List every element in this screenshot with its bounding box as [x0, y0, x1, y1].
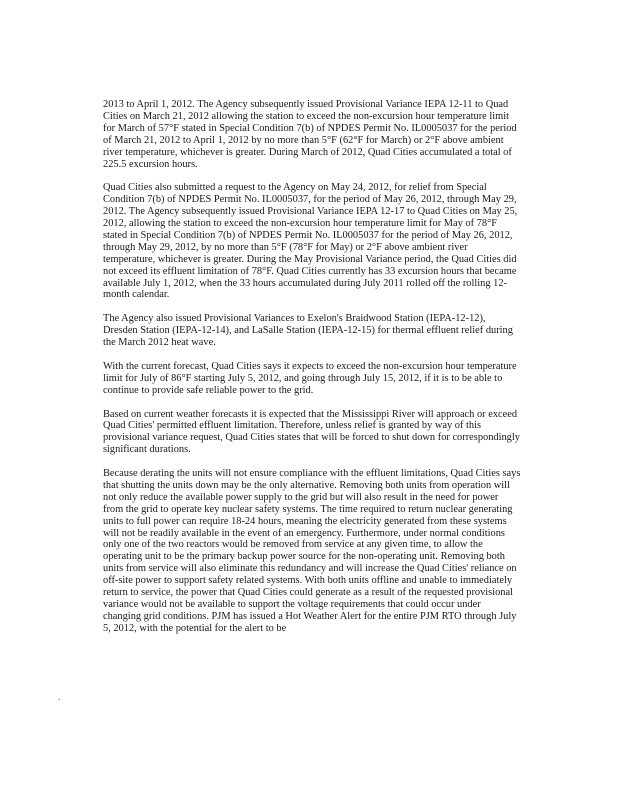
paragraph-variance-may: Quad Cities also submitted a request to the Agency on May 24, 2012, for relief from Special Condition 7(b) of NPDES Permit No. IL0005037, for the period of May 26, 2012, through May 29, 2012. The Agency subsequently issued Provisional Variance IEPA 12-17 to Quad Cities on May 25, 2012, allowing the station to exceed the non-excursion hour temperature limit for May of 78°F stated in Special Condition 7(b) of NPDES Permit No. IL0005037 for the period of May 26, 2012, through May 29, 2012, by no more than 5°F (78°F for May) or 2°F above ambient river temperature, whichever is greater. During the May Provisional Variance period, the Quad Cities did not exceed its effluent limitation of 78°F. Quad Cities currently has 33 excursion hours that became available July 1, 2012, when the 33 hours accumulated during July 2011 rolled off the rolling 12-month calendar. — [103, 182, 518, 301]
paragraph-variance-march: 2013 to April 1, 2012. The Agency subsequently issued Provisional Variance IEPA 12-11 to Quad Cities on March 21, 2012 allowing the station to exceed the non-excursion hour temperature limit for March of 57°F stated in Special Condition 7(b) of NPDES Permit No. IL0005037 for the period of March 21, 2012 to April 1, 2012 by no more than 5°F (62°F for March) or 2°F above ambient river temperature, whichever is greater. During March of 2012, Quad Cities accumulated a total of 225.5 excursion hours. — [103, 99, 517, 170]
document-body — [103, 99, 521, 647]
paragraph-derating: Because derating the units will not ensure compliance with the effluent limitations, Quad Cities says that shutting the units down may be the only alternative. Removing both units from operation will not only reduce the available power supply to the grid but will also result in the need for power from the grid to operate key nuclear safety systems. The time required to return nuclear generating units to full power can require 18-24 hours, meaning the electricity generated from these systems will not be readily available in the event of an emergency. Furthermore, under normal conditions only one of the two reactors would be removed from service at any given time, to allow the operating unit to be the primary backup power source for the non-operating unit. Removing both units from service will also eliminate this redundancy and will increase the Quad Cities' reliance on off-site power to support safety related systems. With both units offline and unable to immediately return to service, the power that Quad Cities could generate as a result of the requested provisional variance would not be available to support the voltage requirements that could occur under changing grid conditions. PJM has issued a Hot Weather Alert for the entire PJM RTO through July 5, 2012, with the potential for the alert to be — [103, 468, 521, 634]
margin-mark: . — [58, 692, 61, 702]
paragraph-other-stations: The Agency also issued Provisional Variances to Exelon's Braidwood Station (IEPA-12-12), Dresden Station (IEPA-12-14), and LaSalle Station (IEPA-12-15) for thermal effluent relief during the March 2012 heat wave. — [103, 313, 513, 349]
paragraph-weather: Based on current weather forecasts it is expected that the Mississippi River will approach or exceed Quad Cities' permitted effluent limitation. Therefore, unless relief is granted by way of this provisional variance request, Quad Cities states that will be forced to shut down for correspondingly significant durations. — [103, 408, 520, 456]
paragraph-forecast: With the current forecast, Quad Cities says it expects to exceed the non-excursion hour temperature limit for July of 86°F starting July 5, 2012, and going through July 15, 2012, if it is to be able to continue to provide safe reliable power to the grid. — [103, 360, 517, 396]
